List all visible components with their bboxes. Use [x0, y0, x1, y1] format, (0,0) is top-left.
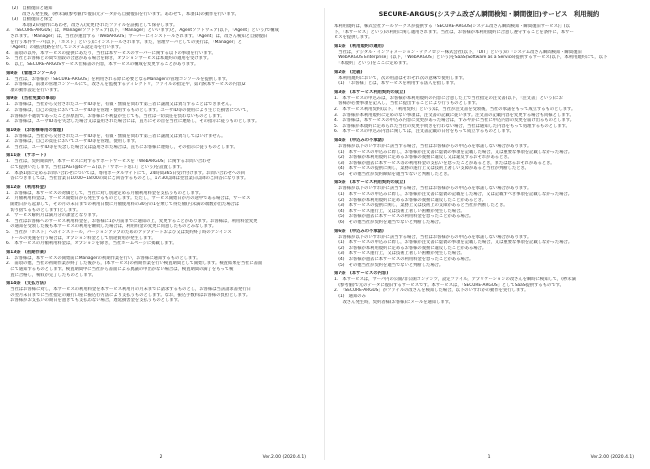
document-page-right: [334, 6, 644, 463]
text-line: (2) お客様が本利用規約に定めるお客様の義務に違反し又は違反するおそれがあるとき。: [334, 155, 512, 161]
article-heading: 第1条 (利用規約の適用): [334, 43, 384, 49]
article-10: [6, 128, 316, 151]
text-line: (1) 通知のみ: [334, 293, 366, 299]
text-line: 1. 当社は，お客様が「SECURE-ARGUS」を利用される際に必要となるManagerの管理コンソールを提供します。: [6, 76, 230, 82]
article-heading: 第11条 (サポート): [6, 153, 46, 159]
text-line: 当社は，デジタル・インフォメーション・テクノロジー株式会社(以下，「DIT」という)の「システム改ざん瞬間検知・瞬間復旧: [334, 49, 582, 55]
text-line: 6. 以上，SECURE-ARGUSサービス仕様書の内容，本サービスの構成を変更することがあります。: [6, 61, 199, 67]
article-heading: 第7条 (本サービスの内容): [334, 271, 389, 277]
article-12: [6, 185, 316, 247]
text-line: 1. 本サービスは，サーバ内の公開/非公開コンテンツ，設定ファイル，アプリケーションの改ざんを瞬時に検知して，(秒未満: [334, 277, 576, 283]
text-line: 2. 前項の他，当社の初期作業が終了した後から，(本サービス)の初期作業を行い検査期間として開始します。検査結果を当社に書面: [6, 261, 263, 267]
page-footer: [6, 453, 316, 463]
text-line: (1) 本サービスの申込みに際し，お客様が注文書に虚偽の記載をした場合，又は記載すべき事項を記載しなかった場合。: [334, 192, 573, 198]
text-line: 2. 月額利用料金は，サービス開始日から発生するものとします。ただし，サービス開始日が月の途中である場合は，サービス: [6, 196, 251, 202]
text-line: 1. お客様は，本サービスの対価として，当社に対し別途定める月額利用料金を支払うものとします。: [6, 190, 204, 196]
text-line: 3. 「SECURE-ARGUS」は，Managerソフトウェア(以下，「Manager」といいます)と，Agentソフトウェア(以下，「Agent」という)で構成: [6, 28, 279, 34]
text-line: 改ざん発生時，契約者様(お客様)にメールを通知します。: [334, 299, 453, 305]
article-heading: 第2条 (定義): [334, 69, 363, 75]
article-heading: 第10条 (お客様専用の管理): [6, 127, 64, 133]
article-1: [334, 44, 644, 67]
text-line: お客様が以下のいずれかに該当する場合，当社はお客様からの申込みを承諾しない場合があります。: [334, 186, 532, 192]
article-5: [334, 180, 644, 225]
text-line: されます。「Manager」は，当社が運営する「WebARGUS」サーバーにインストールされます。「Agent」は，改ざん検知と自動復旧: [6, 33, 268, 39]
article-6: [334, 229, 644, 269]
text-line: 1. お客様は，当社から交付されたユーザID等を，有償・無償を問わず第三者に譲渡又は貸与することはできません。: [6, 102, 235, 108]
text-line: 1. 当社は，契約期間中，本サービスに対するサポートサービスを「WebARGUS」に関するお問い合わせ: [6, 159, 211, 165]
text-line: 4. 前項の以外，本サービスの提供にあたり，当社は本サービスのサーバーに関する以下の事項を行います。: [6, 50, 216, 56]
article-13: [6, 250, 316, 278]
page-number: 2: [159, 455, 163, 460]
article-heading: 第9条 (当社免責の事項): [6, 96, 56, 102]
page-number: 1: [487, 455, 491, 460]
text-line: の通知を受領した後も本サービスの利用を継続した場合は，利用料金の変更に同意したものとみなします。: [6, 224, 217, 230]
text-line: (3) 本サービスの提供に関し，業務上又は技術上の支障があると当社が判断したとき。: [334, 203, 508, 209]
text-line: 3. お客様が本利用規約に定めのない事項は，注文書の記載に従います。注文書の記載内容を変更する場合も同様とします。: [334, 112, 574, 118]
article-3: [334, 90, 644, 135]
text-line: 切り捨てるものとします)とします。: [6, 207, 81, 213]
article-9: [6, 96, 316, 124]
text-line: 本利用規約は，株式会社アールワークスが提供する「SECURE-ARGUS(システム改ざん瞬間検知・瞬間復旧サービス)」(以: [334, 24, 570, 29]
text-line: 1. お客様は，本サービスの開始前にManagerの初期作業を行い，お客様に通知するものとします。: [6, 255, 201, 261]
text-line: 5. 当社とお客様との間で別段の合意がある場合を除き，オプションサービスは本規約の適用を受けます。: [6, 56, 212, 62]
article-heading: 第3条 (本サービス利用契約の成立): [334, 89, 406, 95]
text-line: 5. お客様が本規約に定められた当社の変更手続きを行わない場合，当社は通知した内容をもって処理するものとします。: [334, 123, 570, 129]
article-8: [6, 71, 316, 94]
text-line: (2) お客様が本利用規約に定めるお客様の義務に違反したことがあるとき。: [334, 197, 487, 203]
text-line: 1. お客様は，当社から交付されたユーザID等を，有償・無償を問わず第三者に譲渡又は貸与してはいけません。: [6, 133, 226, 139]
document-title: SECURE-ARGUS(システム改ざん瞬間検知・瞬間復旧)サービス 利用規約: [378, 10, 600, 18]
text-line: 開始日から起算して，その月の末日までの利用日数に月額使用料の30分の1を乗じて得た額(円未満の端数が出た場合は: [6, 202, 240, 208]
text-line: お客様が以下のいずれかに該当する場合，当社はお客様からの申込みを承諾しない場合があります。: [334, 234, 532, 240]
text-line: トールの実施を行う場合は，オプション料金として別途費用が発生します。: [6, 235, 156, 241]
text-line: お客様が不適切であったことが原因で，お客様に不利益が生じても，当社は一切責任を負わないものとします。: [6, 113, 225, 119]
text-line: (5) その他当社が契約締結を適当でないと判断したとき。: [334, 171, 452, 177]
text-line: WebARGUS Enterprise」(以下，「WebARGUS」という)をSaaS(Software as a Service)提供するサービス(以下，本利用規約にて，以下: [334, 55, 608, 61]
article-heading: 第13条 (初期作業): [6, 249, 46, 255]
text-line: 2. お客様は，自己の責任においてユーザID等を管理・使用するものとします。ユーザID等の使用により生じた損害について，: [6, 107, 251, 113]
page-gutter: [324, 8, 325, 460]
text-line: 答につきましては，当社営業日10:00~18:00の間にご回答するものとし，17:30以降は翌営業日以降のご回答になります。: [6, 176, 249, 182]
text-line: 客様が必要事項を記入し，当社に提出することにより行うものとします。: [334, 101, 480, 107]
text-line: を行う本件サーバ(以下，「ホスト」という)にインストールされます。また，管理サーバとしての実行は，「Manager」と: [6, 39, 243, 45]
text-line: 6. 本サービスの月額利用料金は，オプションを除き，当社ホームページに掲載します。: [6, 241, 177, 247]
text-line: (5) その他当社が契約を適当でないと判断した場合。: [334, 262, 444, 268]
text-line: 2. 「SECURE-ARGUS」がファイルの改ざんを検知した場合，以下のいずれかの動作を実行します。: [334, 288, 529, 294]
text-line: (5) お客様が過去に本サービスの利用料金を怠ったことがある場合。: [334, 214, 474, 220]
text-line: 項の動作設定を行います。: [6, 87, 62, 93]
text-line: お客様がお支払いの期日を過ぎても支払わない場合，遅延損害金を支払うものとします。: [6, 298, 182, 304]
text-line: お客様が以下のいずれかに該当する場合，当社はお客様からの申込みを承諾しない場合があります。: [334, 143, 532, 149]
text-line: 3. サービス解約月は満月分の課金となります。: [6, 213, 100, 219]
text-line: 2. 本サービス利用契約(以下，「利用契約」という)は，当社が注文書を受領後，当社の承諾をもって成立するものとします。: [334, 106, 576, 112]
text-line: 6. 本サービスの申込み内容に関しては，注文書記載の日付をもって成立するものとします。: [334, 129, 514, 135]
text-line: (3) 自動復旧と保全: [12, 17, 53, 23]
article-4: [334, 138, 644, 178]
page-footer: [334, 453, 644, 463]
text-line: 本利用規約において，次の用語はそれぞれ次の意味で使用します。: [334, 75, 467, 81]
text-line: にて提供いたします。当社はAGT@tcチーム(以下「サポート窓口」という)を設置します。: [6, 165, 185, 171]
text-line: 1. 本サービスの申込みは，お客様が本利用規約の内容に合意した上で当社指定の注文書(以下，「注文書」という)にお: [334, 95, 563, 101]
text-line: (3) 本サービス運行上，又は技術上著しい困難が発生した場合。: [334, 251, 465, 257]
article-2: [334, 70, 644, 87]
text-line: (1) 本サービスの申込みに際し，お客様が注文書に虚偽の事項を記載した場合，又は重要な事項を記載しなかった場合。: [334, 240, 573, 246]
text-line: 5. 当社が「ホスト」へのインストール，バージョンアップのためのアップデートおよび又は契約終了時のアンインス: [6, 230, 232, 235]
article-heading: 第5条 (本サービス利用契約の成立): [334, 180, 406, 186]
intro-paragraph: [334, 24, 644, 41]
text-line: ビスを提供します。: [334, 35, 373, 41]
text-line: 4. お客様は，本サービスの申込み内容に変更があった場合は，すみやかに当社に申込内容の変更を届け出るものとします。: [334, 118, 575, 124]
text-line: (2) 自動復旧と通知: [12, 6, 53, 11]
text-line: 3. 当社は，ユーザID等を失念した場合又は盗用された場合は，直ちにお客様に連絡し，その指示に従うものとします。: [6, 144, 238, 150]
text-line: (4) 本サービス運行上，又は技術上著しい困難が発生した場合。: [334, 208, 465, 214]
text-line: (3) お客様が過去に本サービス等の利用料金の支払いを怠ったことがあるとき，または怠るおそれがあるとき。: [334, 160, 555, 166]
text-line: (2) お客様が本利用規約に定めるお客様の義務に違反したことがある場合。: [334, 245, 487, 251]
text-line: (6) その他当社が契約を適当でないと判断した場合。: [334, 220, 444, 226]
article-14: [6, 281, 316, 304]
left-page-continued-text: [6, 6, 316, 68]
text-line: 2. お客様は，前項の管理コンソールにて，改ざんを監視するディレクトリ，ファイルの指定や，第7条(本サービスの内容)2: [6, 82, 246, 88]
text-line: (1) 本サービスの申込みに際し，お客様が注文書に虚偽の事項を記載した場合，又は重要な事項を記載しなかった場合。: [334, 149, 573, 155]
article-heading: 第14条 (支払方法): [6, 281, 46, 287]
text-line: 査に合格し，検収が完了したものとします。: [6, 272, 96, 278]
article-heading: 第8条 (管理コンソール): [6, 70, 56, 76]
text-line: 当社はお客様に対し，本サービスの利用料金を本サービス利用月の月末までに請求するものとし，お客様は当該請求書発行日: [6, 287, 251, 293]
document-page-left: [6, 6, 316, 463]
text-line: にて通知するものとします。検査期間中に当社から書面による異議の申出がない場合は，検査期間の満了をもって検: [6, 266, 234, 272]
version-label: Ver.2.00 (2020.4.1): [590, 455, 634, 460]
article-7: [334, 271, 644, 305]
article-heading: 第6条 (申込みの不承諾): [334, 228, 384, 234]
text-line: (4) お客様が過去に本サービスの利用料金を怠ったことがある場合。: [334, 257, 474, 262]
text-line: 「本規約」という)をここに定めます。: [334, 60, 411, 66]
version-label: Ver.2.00 (2020.4.1): [262, 455, 306, 460]
text-line: 3. お客様は，ユーザID等を失念した場合又は盗用された場合には，直ちにその旨を当社に連絡し，その指示に従うものとします。: [6, 119, 260, 125]
text-line: 下，「本サービス」という)の利用に関し適用されます。当社は，お客様が本利用規約に合意し遵守することを条件に，本サー: [334, 29, 574, 35]
text-line: 4. 当社はお客様へのサービス利用料金を，お客様に1か月前までに通知の上，変更することがあります。お客様は，利用料金変更: [6, 218, 258, 224]
text-line: 2. 本条1項に定めるお問い合わせについては，専用ポータルサイトにて，24時間365日受け付けます。お問い合わせへの回: [6, 170, 245, 176]
article-heading: 第4条 (申込みの不承諾): [334, 137, 384, 143]
text-line: (1) 「お客様」とは，本サービスを利用する法人を指します。: [334, 81, 458, 87]
article-heading: 第12条 (利用料金): [6, 184, 46, 190]
text-line: 本項(2)の動作にあわせ，改ざん(変更)されたファイルを証拠として保存します。: [18, 22, 178, 28]
text-line: 2. お客様は，自己の責任においてユーザID等を管理，使用します。: [6, 139, 139, 145]
text-line: (4) 本サービスの提供に関し，業務の遂行上又は技術上著しい支障があると当社が判断したとき。: [334, 166, 529, 172]
text-line: の翌月末日までに当社指定の銀行口座に振込む方法により支払うものとします。なお，振込手数料はお客様の負担とします。: [6, 292, 251, 298]
text-line: 改ざん発生後，(秒未満(参考値)で復旧元データから自動復旧を行います。あわせて，本項(1)の動作を行います。: [18, 11, 239, 17]
text-line: (参考値)で元のデータに復旧するサービスです。本サービスは，「SECURE-ARGUS」としてSaaS提供するものです。: [334, 282, 564, 288]
text-line: 「Agent」の通信経路を介してシステム設定等を行います。: [6, 45, 124, 51]
article-11: [6, 153, 316, 181]
